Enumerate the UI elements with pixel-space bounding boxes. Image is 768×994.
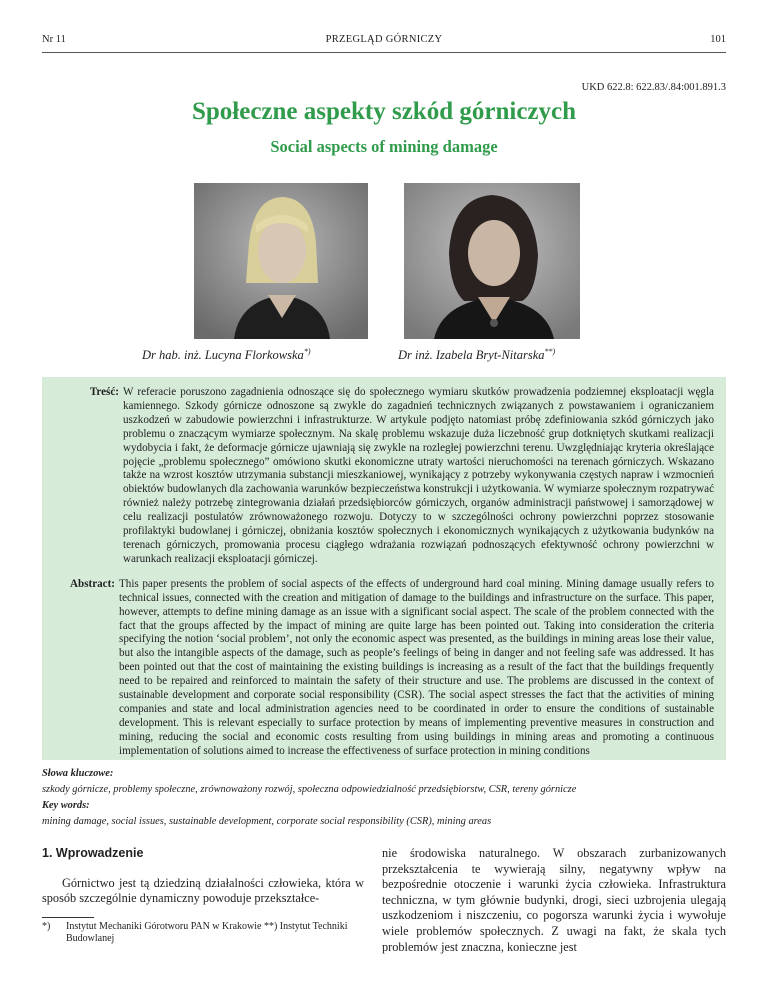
section-heading: 1. Wprowadzenie	[42, 846, 144, 860]
footnote-mark: *)	[42, 920, 51, 932]
abstract-box	[42, 377, 726, 760]
author-caption-2: Dr inż. Izabela Bryt-Nitarska**)	[398, 347, 556, 363]
keywords-english-text: mining damage, social issues, sustainable development, corporate social responsibility (CSR), mining areas	[42, 816, 492, 827]
footnote	[42, 921, 364, 946]
header-rule	[42, 52, 726, 53]
running-header	[42, 34, 726, 48]
page-number: 101	[710, 34, 726, 45]
article-title: Społeczne aspekty szkód górniczych	[191, 98, 577, 125]
author-photo-bryt-nitarska	[404, 183, 580, 339]
keywords-polish-text: szkody górnicze, problemy społeczne, zrównoważony rozwój, społeczna odpowiedzialność przedsiębiorstw, CSR, tereny górnicze	[42, 784, 577, 795]
abstract-english-text: This paper presents the problem of social aspects of the effects of underground hard coal mining. Mining damage usually refers to technical issues, connected with the creation and mitigation of damage to the buildings and infrastructure on the surface. This paper, however, attempts to define mining damage as an issue with a significant social aspect. The scale of the problem connected with the fact that the groups affected by the impact of mining are quite large has been pointed out. Taking into consideration the criteria specifying the notion ‘social problem’, not only the economic aspect was presented, as the buildings in mining areas lose their value, but also the intangible aspects of the damage, such as people’s feelings of being in danger and not feeling safe was addressed. It has been pointed out that the cost of maintaining the existing buildings is increasing as a result of the fact that the buildings frequently need to be repaired and reinforced to maintain the safety of their structure and use. The problems are discussed in the context of sustainable development and corporate social responsibility (CSR). The social aspect stresses the fact that the activities of mining companies and state and local administration agencies need to be coordinated in order to ensure the conditions of sustainable development. This is relevant especially to surface protection by means of implementing preventive measures in construction and mining, reducing the social and economic costs resulting from using buildings in mining areas and promoting a continuous implementation of solutions aimed to increase the effectiveness of surface protection in mining conditions	[119, 577, 714, 757]
article-subtitle: Social aspects of mining damage	[270, 137, 498, 156]
body-paragraph-left: Górnictwo jest tą dziedziną działalności człowieka, która w sposób szczególnie dynamiczny powoduje przekształce-	[42, 875, 364, 906]
abstract-polish-text: W referacie poruszono zagadnienia odnoszące się do społecznego wymiaru skutków prowadzenia podziemnej eksploatacji węgla kamiennego. Szkody górnicze odnoszone są zwykle do zagadnień technicznych związanych z powstawaniem i ograniczaniem uszkodzeń w zabudowie powierzchni i infrastrukturze. W artykule podjęto natomiast próbę zdefiniowania szkód górniczych jako problemu o znaczącym wymiarze społecznym. Na skalę problemu wskazuje duża liczebność grup dotkniętych skutkami realizacji wydobycia i fakt, że deformacje górnicze ujawniają się zwykle na rozległej powierzchni terenu. Uwzględniając kryteria określające pojęcie „problemu społecznego” omówiono skutki ekonomiczne utraty wartości nieruchomości na terenach górniczych. Wskazano także na wzrost kosztów utrzymania substancji mieszkaniowej, wynikający z potrzeby wykonywania częstych napraw i wzmocnień obiektów budowlanych dla zachowania warunków bezpieczeństwa konstrukcji i użytkowania. W wymiarze społecznym rozpatrywać również należy potrzebę zintegrowania działań przedsiębiorców górniczych, organów administracji państwowej i samorządowej w celu realizacji postulatów zrównoważonego rozwoju. Dotyczy to w szczególności ochrony powierzchni poprzez stosowanie profilaktyki budowlanej i górniczej, obniżania kosztów społecznych i ekonomicznych wynikających z użytkowania budynków na terenach górniczych, promowania procesu ciągłego wdrażania rozwiązań podnoszących efektywność ochrony powierzchni w warunkach realizacji eksploatacji górniczej.	[123, 386, 714, 565]
body-column-left	[42, 846, 364, 946]
abstract-polish-label: Treść:	[89, 386, 119, 398]
body-column-right	[382, 846, 726, 955]
author-photo-florkowska	[194, 183, 368, 339]
footnote-rule	[42, 917, 94, 918]
abstract-english	[42, 578, 714, 759]
abstract-english-label: Abstract:	[70, 577, 115, 590]
issue-number: Nr 11	[42, 34, 66, 45]
author-caption-1: Dr hab. inż. Lucyna Florkowska*)	[142, 347, 311, 363]
body-paragraph-right: nie środowiska naturalnego. W obszarach zurbanizowanych przekształcenia te wywierają silny, negatywny wpływ na bezpośrednie otoczenie i warunki życia człowieka. Infrastruktura techniczna, w tym głównie budynki, drogi, sieci uzbrojenia ulegają uszkodzeniom i niszczeniu, co pogorsza warunki życia i wywołuje wiele problemów społecznych. Z uwagi na fakt, że skala tych problemów jest znaczna, konieczne jest	[382, 846, 726, 954]
journal-name: PRZEGLĄD GÓRNICZY	[325, 34, 443, 45]
keywords-polish-label: Słowa kluczowe:	[42, 768, 114, 779]
abstract-polish	[42, 386, 714, 567]
keywords-english-label: Key words:	[42, 800, 90, 811]
udk-classification: UKD 622.8: 622.83/.84:001.891.3	[581, 82, 726, 93]
footnote-text: Instytut Mechaniki Górotworu PAN w Krakowie **) Instytut Techniki Budowlanej	[66, 920, 348, 945]
